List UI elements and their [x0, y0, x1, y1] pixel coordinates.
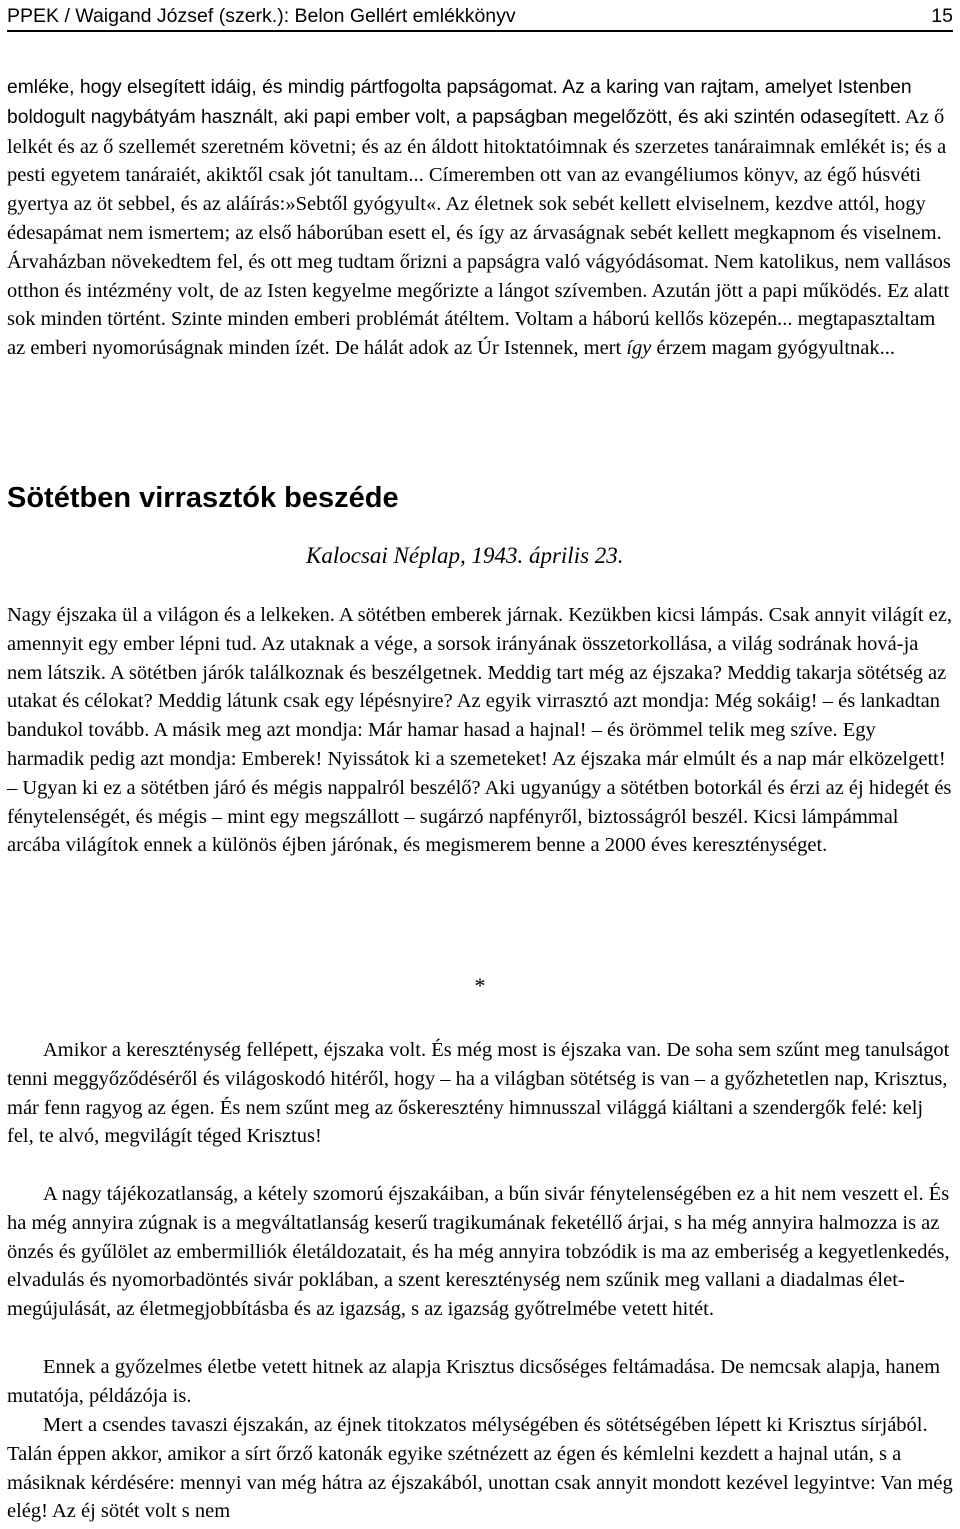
intro-sans-text: emléke, hogy elsegített idáig, és mindig pártfogolta papságomat. Az a karing van rajtam, amelyet Istenben boldogult nagybátyám használt, aki papi ember volt, a papságban megelőzött, és aki szintén odasegített.: [7, 77, 912, 128]
intro-paragraph: [7, 73, 953, 363]
section-separator: *: [474, 973, 486, 998]
article-paragraph-4-text: Ennek a győzelmes életbe vetett hitnek az alapja Krisztus dicsőséges feltámadása. De nemcsak alapja, hanem mutatója, példázója is.: [7, 1356, 941, 1407]
article-paragraph-3-text: A nagy tájékozatlanság, a kétely szomorú éjszakáiban, a bűn sivár fénytelenségében ez a hit nem veszett el. És ha még annyira zúgnak is a megváltatlanság keserű tragikumának feketéllő árjai, s ha még annyira halmozza is az önzés és gyűlölet az embermilliók életáldozatait, és ha még annyira tobzódik is ma az emberiség a kegyetlenkedés, elvadulás és nyomorbadöntés sivár poklában, a szent kereszténység nem szűnik meg vallani a diadalmas életmegújulását, az életmegjobbításba és az igazság, s az igazság győtrelmébe vetett hitét.: [7, 1183, 950, 1321]
article-paragraph-4: [7, 1353, 953, 1411]
book-title: PPEK / Waigand József (szerk.): Belon Gellért emlékkönyv: [7, 5, 516, 27]
page-number: 15: [931, 5, 953, 27]
article-paragraph-3: [7, 1180, 953, 1324]
article-heading: Sötétben virrasztók beszéde: [7, 482, 399, 514]
article-paragraph-1: Nagy éjszaka ül a világon és a lelkeken. A sötétben emberek járnak. Kezükben kicsi lámpás. Csak annyit világít ez, amennyit egy ember lépni tud. Az utaknak a vége, a sorsok irányának összetorkollása, a világ sodrának hová-ja nem látszik. A sötétben járók találkoznak és beszélgetnek. Meddig tart még az éjszaka? Meddig takarja sötétség az utakat és célokat? Meddig látunk csak egy lépésnyire? Az egyik virrasztó azt mondja: Még sokáig! – és lankadtan bandukol tovább. A másik meg azt mondja: Már hamar hasad a hajnal! – és örömmel telik meg szíve. Egy harmadik pedig azt mondja: Emberek! Nyissátok ki a szemeteket! Az éjszaka már elmúlt és a nap már elközelgett! – Ugyan ki ez a sötétben járó és mégis nappalról beszélő? Aki ugyanúgy a sötétben botorkál és érzi az éj hidegét és fénytelenségét, és mégis – mint egy megszállott – sugárzó napfényről, biztosságról beszél. Kicsi lámpámmal arcába világítok ennek a különös éjben járónak, és megismerem benne a 2000 éves kereszténységet.: [7, 604, 952, 857]
article-paragraph-5-text: Mert a csendes tavaszi éjszakán, az éjnek titokzatos mélységében és sötétségében lépett ki Krisztus sírjából. Talán éppen akkor, amikor a sírt őrző katonák egyike szétnézett az égen és kémlelni kezdett a hajnal után, s a másiknak kérdésére: mennyi van még hátra az éjszakából, unottan csak annyit mondott kezével legyintve: Van még elég! Az éj sötét volt s nem: [7, 1414, 953, 1523]
article-source: Kalocsai Néplap, 1943. április 23.: [306, 543, 624, 568]
article-paragraph-2-text: Amikor a kereszténység fellépett, éjszaka volt. És még most is éjszaka van. De soha sem szűnt meg tanulságot tenni meggyőződéséről és világoskodó hitéről, hogy – ha a világban sötétség is van – a győzhetetlen nap, Krisztus, már fenn ragyog az égen. És nem szűnt meg az őskeresztény himnusszal világgá kiáltani a szendergők felé: kelj fel, te alvó, megvilágít téged Krisztus!: [7, 1039, 950, 1148]
running-header: [7, 0, 953, 32]
article-paragraph-2: [7, 1036, 953, 1151]
intro-serif-text-end: érzem magam gyógyultnak...: [651, 337, 896, 360]
intro-serif-text: Az ő lelkét és az ő szellemét szeretném követni; és az én áldott hitoktatóimnak és szerzetes tanáraimnak emlékét is; és a pesti egyetem tanáraiét, akiktől csak jót tanultam... Címeremben ott van az evangéliumos könyv, az égő húsvéti gyertya az öt sebbel, és az aláírás:»Sebtől gyógyult«. Az életnek sok sebét kellett elviselnem, kezdve attól, hogy édesapámat nem ismertem; az első háborúban esett el, és így az árvaságnak sebét kellett megkapnom és viselnem. Árvaházban növekedtem fel, és ott meg tudtam őrizni a papságra való vágyódásomat. Nem katolikus, nem vallásos otthon és intézmény volt, de az Isten kegyelme megőrizte a lángot szívemben. Azután jött a papi működés. Ez alatt sok minden történt. Szinte minden emberi problémát átéltem. Voltam a háború kellős közepén... megtapasztaltam az emberi nyomorúságnak minden ízét. De hálát adok az Úr Istennek, mert: [7, 105, 951, 360]
article-paragraph-5: [7, 1411, 953, 1526]
intro-emphasis: így: [626, 337, 652, 360]
